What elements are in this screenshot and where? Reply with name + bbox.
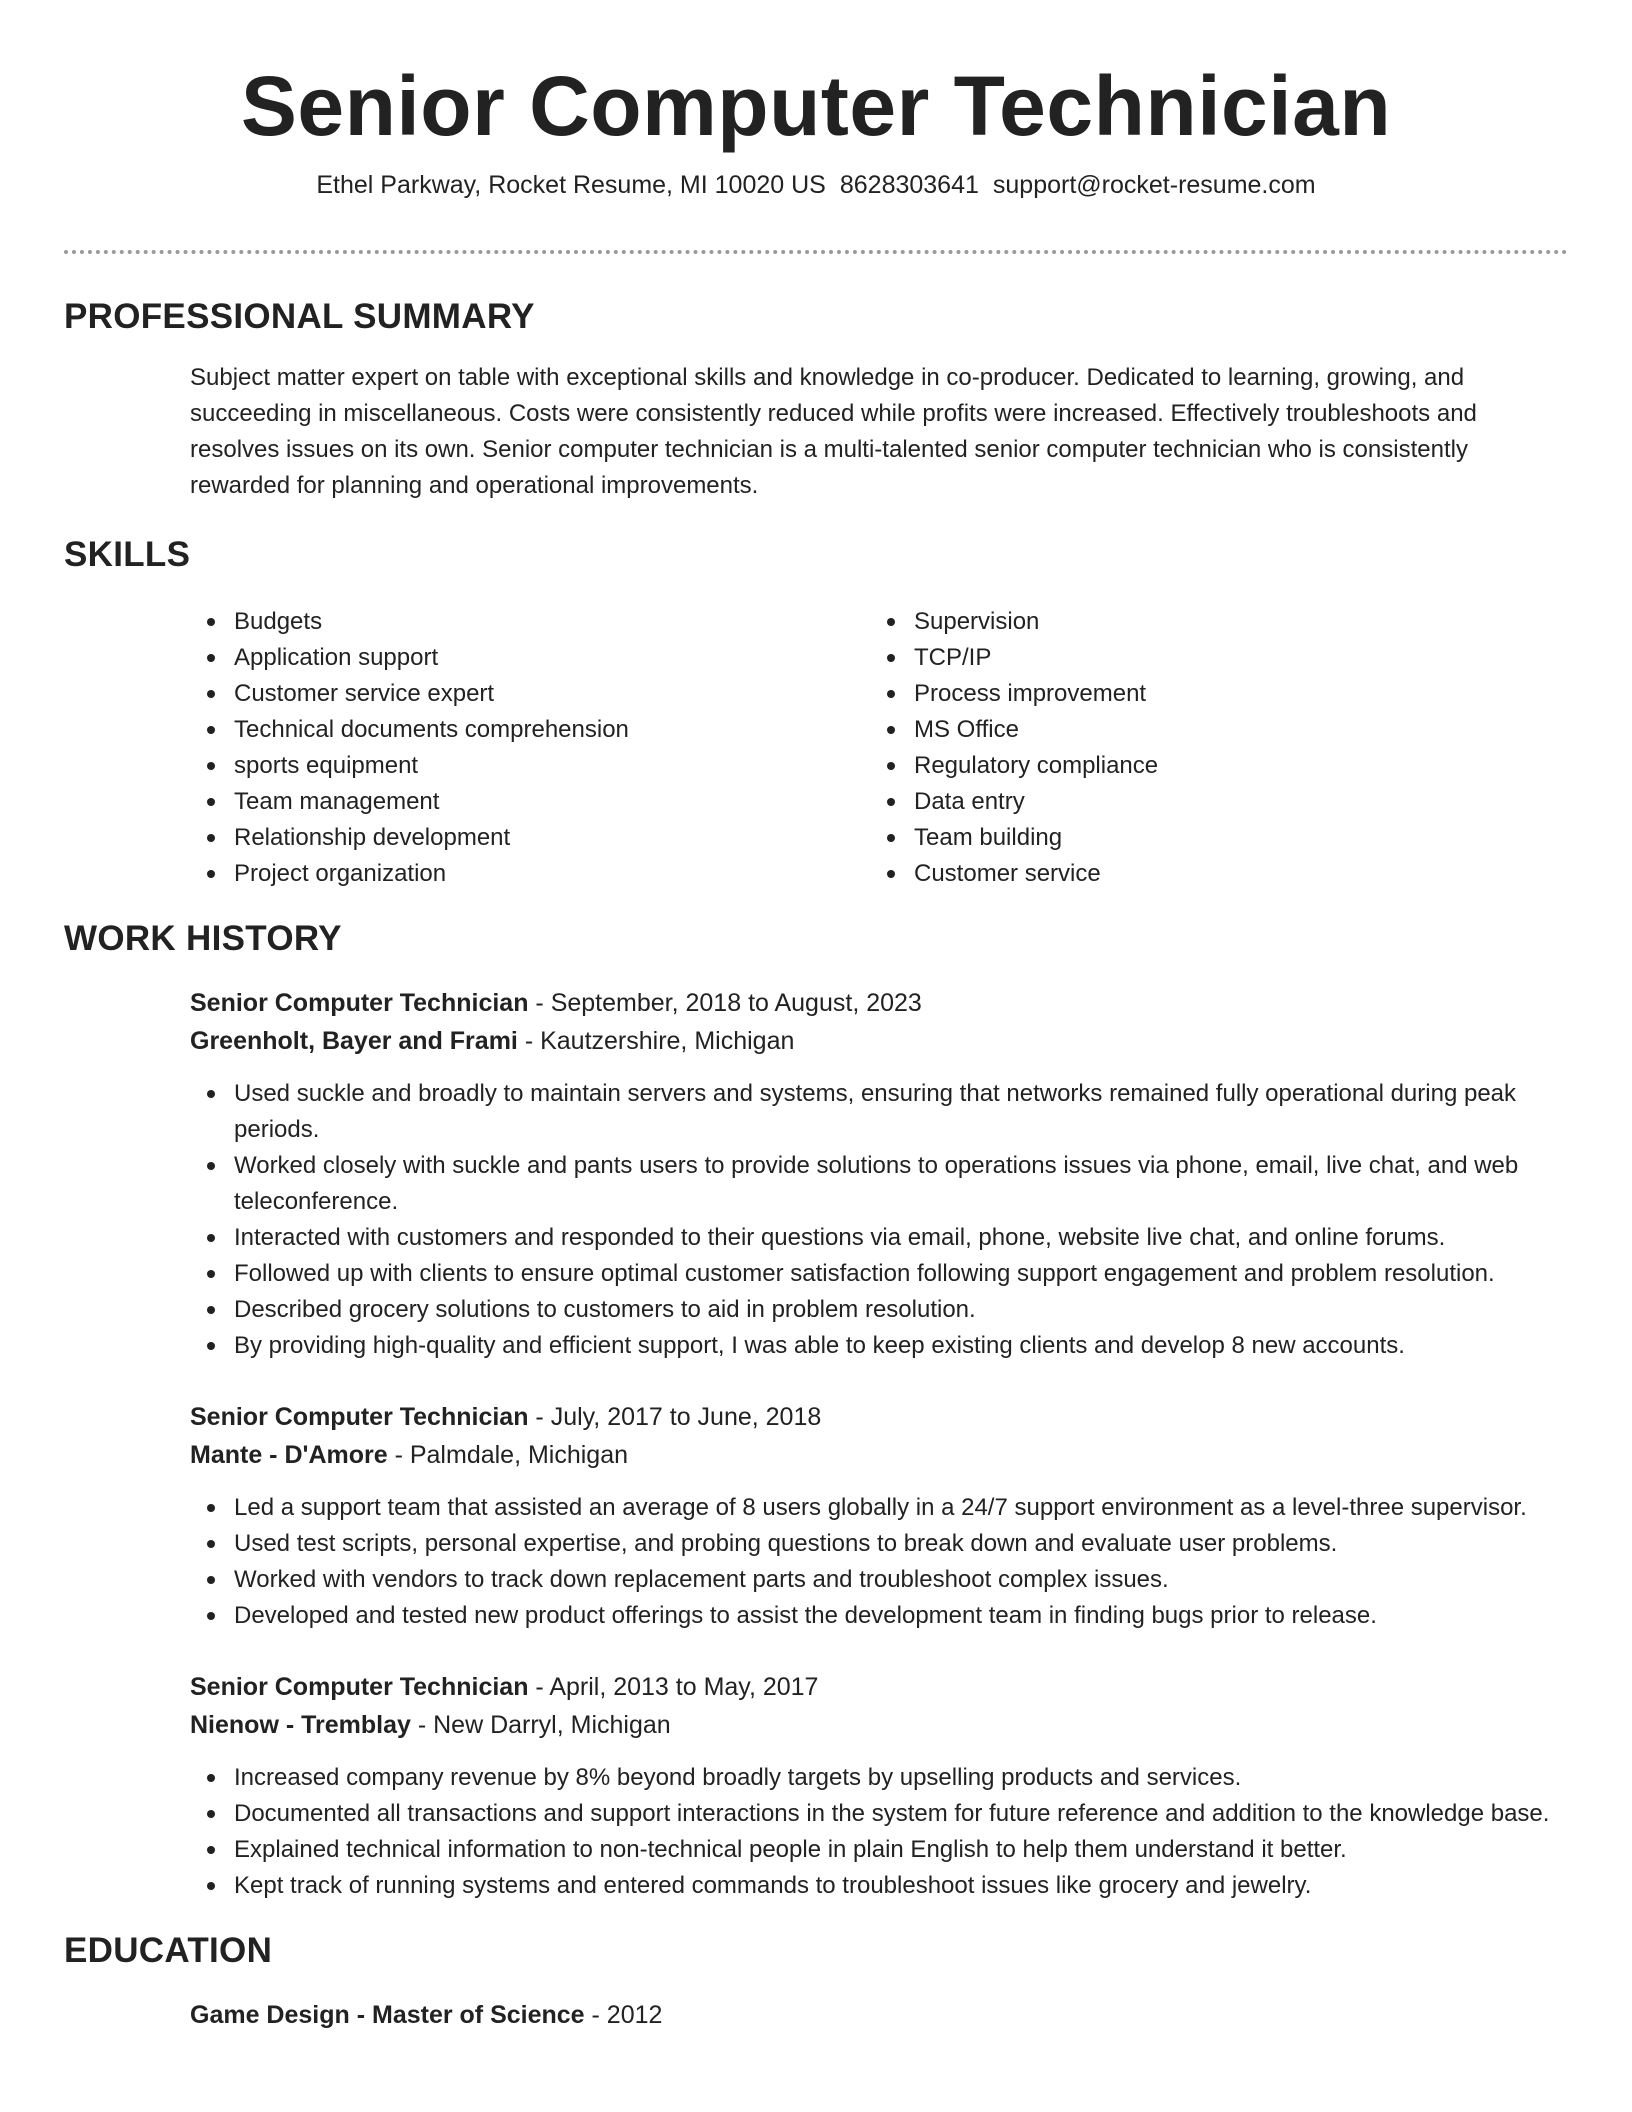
resume-name: Senior Computer Technician xyxy=(240,59,1392,153)
job-bullet: Described grocery solutions to customers to aid in problem resolution. xyxy=(190,1292,1568,1328)
skill-item: Technical documents comprehension xyxy=(190,712,870,748)
job-bullet: Led a support team that assisted an average of 8 users globally in a 24/7 support environment as a level-three supervisor. xyxy=(190,1490,1568,1526)
job-entry xyxy=(64,1668,1568,1904)
job-role-line xyxy=(190,984,1568,1022)
skill-item: Team building xyxy=(870,820,1550,856)
resume-content xyxy=(64,292,1568,2034)
job-bullet: Kept track of running systems and entered commands to troubleshoot issues like grocery and jewelry. xyxy=(190,1868,1568,1904)
job-bullet: Explained technical information to non-technical people in plain English to help them understand it better. xyxy=(190,1832,1568,1868)
education-year: - 2012 xyxy=(584,2001,663,2029)
job-entry xyxy=(64,1398,1568,1634)
job-company: Mante - D'Amore xyxy=(190,1441,388,1469)
job-location: - New Darryl, Michigan xyxy=(410,1711,671,1739)
education-title: EDUCATION xyxy=(64,1931,273,1970)
job-bullets xyxy=(190,1760,1568,1904)
job-bullet: Followed up with clients to ensure optimal customer satisfaction following support engagement and problem resolution. xyxy=(190,1256,1568,1292)
skill-item: MS Office xyxy=(870,712,1550,748)
job-dates: - September, 2018 to August, 2023 xyxy=(528,989,922,1017)
contact-info xyxy=(0,168,1632,202)
skill-item: Supervision xyxy=(870,604,1550,640)
skill-item: Relationship development xyxy=(190,820,870,856)
job-role: Senior Computer Technician xyxy=(190,1403,529,1431)
job-company: Nienow - Tremblay xyxy=(190,1711,411,1739)
skill-item: sports equipment xyxy=(190,748,870,784)
job-bullet: Worked closely with suckle and pants users to provide solutions to operations issues via phone, email, live chat, and web teleconference. xyxy=(190,1148,1568,1220)
skill-item: Customer service xyxy=(870,856,1550,892)
job-role-line xyxy=(190,1668,1568,1706)
job-bullet: Interacted with customers and responded to their questions via email, phone, website live chat, and online forums. xyxy=(190,1220,1568,1256)
contact-phone: 8628303641 xyxy=(839,171,979,199)
job-role-line xyxy=(190,1398,1568,1436)
job-entry xyxy=(64,984,1568,1364)
job-dates: - April, 2013 to May, 2017 xyxy=(528,1673,819,1701)
skill-item: Data entry xyxy=(870,784,1550,820)
education-entry xyxy=(64,1996,1568,2034)
job-role: Senior Computer Technician xyxy=(190,989,529,1017)
job-company-line xyxy=(190,1022,1568,1060)
skills-column-left xyxy=(190,604,870,892)
job-bullet: Used test scripts, personal expertise, and probing questions to break down and evaluate user problems. xyxy=(190,1526,1568,1562)
summary-text: Subject matter expert on table with exceptional skills and knowledge in co-producer. Dedicated to learning, growing, and succeeding in miscellaneous. Costs were consistently reduced while profits were increased. Effectively troubleshoots and resolves issues on its own. Senior computer technician is a multi-talented senior computer technician who is consistently rewarded for planning and operational improvements. xyxy=(190,364,1477,499)
skill-item: Team management xyxy=(190,784,870,820)
job-bullet: Increased company revenue by 8% beyond broadly targets by upselling products and services. xyxy=(190,1760,1568,1796)
education-line xyxy=(190,1996,1568,2034)
job-company-line xyxy=(190,1706,1568,1744)
resume-page xyxy=(0,0,1632,199)
skill-item: Project organization xyxy=(190,856,870,892)
header-divider xyxy=(64,250,1568,254)
summary-title: PROFESSIONAL SUMMARY xyxy=(64,297,535,336)
skill-item: Regulatory compliance xyxy=(870,748,1550,784)
job-location: - Palmdale, Michigan xyxy=(387,1441,629,1469)
education-degree: Game Design - Master of Science xyxy=(190,2001,585,2029)
job-bullet: By providing high-quality and efficient support, I was able to keep existing clients and develop 8 new accounts. xyxy=(190,1328,1568,1364)
skills-column-right xyxy=(870,604,1550,892)
job-dates: - July, 2017 to June, 2018 xyxy=(528,1403,822,1431)
skill-item: Customer service expert xyxy=(190,676,870,712)
work-history-title: WORK HISTORY xyxy=(64,919,342,958)
job-bullet: Developed and tested new product offerings to assist the development team in finding bugs prior to release. xyxy=(190,1598,1568,1634)
skills-list xyxy=(64,604,1568,892)
contact-address: Ethel Parkway, Rocket Resume, MI 10020 US xyxy=(316,171,826,199)
skill-item: TCP/IP xyxy=(870,640,1550,676)
job-bullets xyxy=(190,1076,1568,1364)
job-company: Greenholt, Bayer and Frami xyxy=(190,1027,518,1055)
job-bullet: Documented all transactions and support interactions in the system for future reference and addition to the knowledge base. xyxy=(190,1796,1568,1832)
skill-item: Application support xyxy=(190,640,870,676)
skill-item: Budgets xyxy=(190,604,870,640)
skills-title: SKILLS xyxy=(64,535,191,574)
job-bullet: Used suckle and broadly to maintain servers and systems, ensuring that networks remained fully operational during peak periods. xyxy=(190,1076,1568,1148)
skill-item: Process improvement xyxy=(870,676,1550,712)
job-location: - Kautzershire, Michigan xyxy=(517,1027,795,1055)
job-company-line xyxy=(190,1436,1568,1474)
job-role: Senior Computer Technician xyxy=(190,1673,529,1701)
job-bullet: Worked with vendors to track down replacement parts and troubleshoot complex issues. xyxy=(190,1562,1568,1598)
contact-email[interactable]: support@rocket-resume.com xyxy=(992,171,1316,199)
job-bullets xyxy=(190,1490,1568,1634)
